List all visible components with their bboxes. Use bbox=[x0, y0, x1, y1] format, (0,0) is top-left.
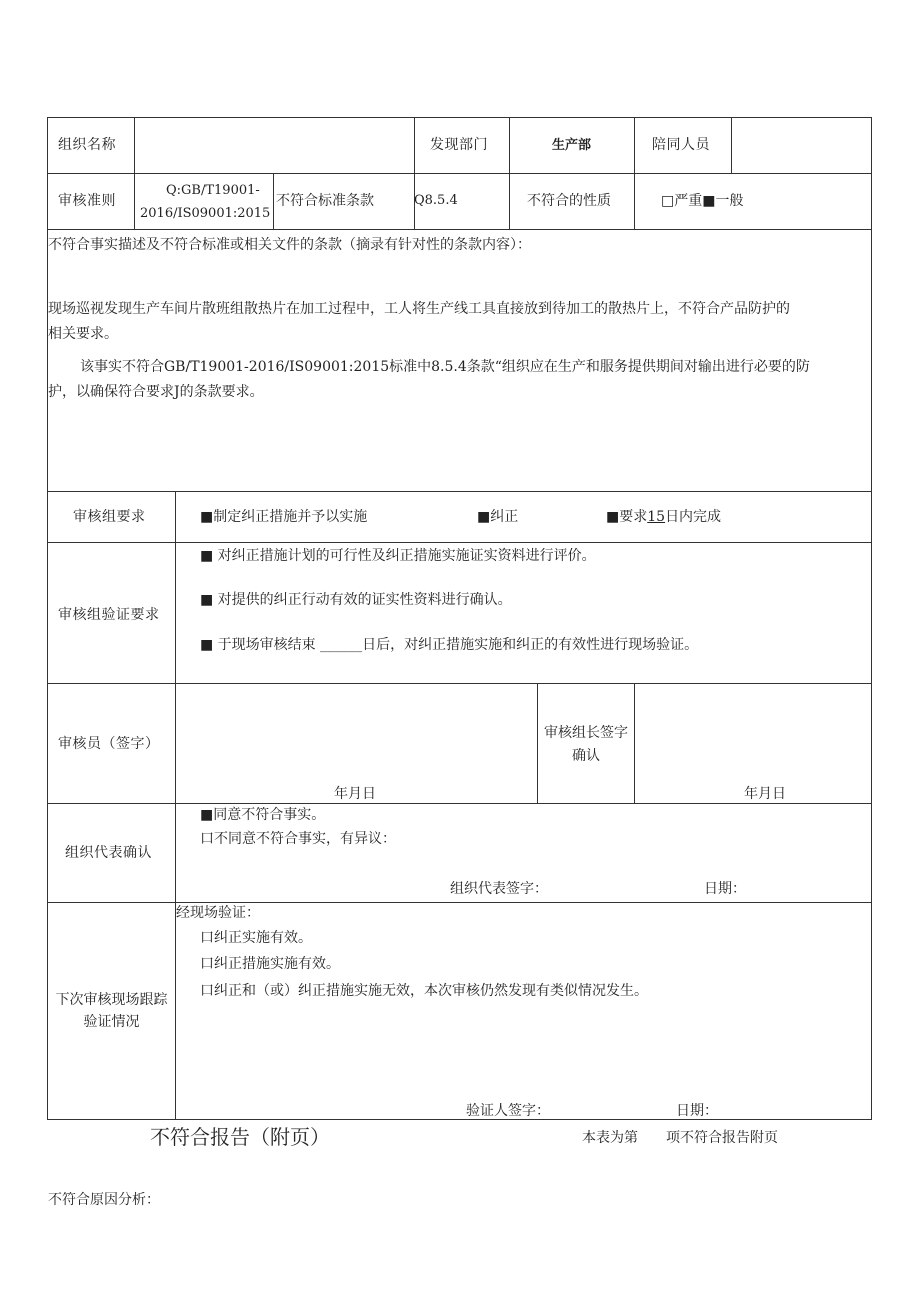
table-right-border bbox=[871, 117, 872, 1120]
verification-item-2[interactable]: ■ 对提供的纠正行动有效的证实性资料进行确认。 bbox=[200, 592, 512, 608]
audit-requirement-label: 审核组要求 bbox=[73, 509, 146, 525]
col-divider bbox=[175, 491, 176, 1120]
team-leader-label-line1: 审核组长签字 bbox=[544, 725, 628, 741]
follow-up-label-line1: 下次审核现场跟踪 bbox=[55, 992, 168, 1008]
nonconformity-nature-label: 不符合的性质 bbox=[527, 193, 611, 209]
description-para2-line2: 护，以确保符合要求J的条款要求。 bbox=[48, 384, 264, 400]
deadline-prefix: ■要求 bbox=[606, 509, 648, 525]
accompany-person-label: 陪同人员 bbox=[652, 137, 710, 153]
org-rep-date-label: 日期： bbox=[704, 881, 746, 897]
verification-item-1[interactable]: ■ 对纠正措施计划的可行性及纠正措施实施证实资料进行评价。 bbox=[200, 548, 596, 564]
correction-effective-checkbox[interactable]: 口纠正实施有效。 bbox=[200, 930, 312, 946]
verification-item-3[interactable]: ■ 于现场审核结束 ______日后，对纠正措施实施和纠正的有效性进行现场验证。 bbox=[200, 637, 699, 653]
description-para1-line2: 相关要求。 bbox=[48, 326, 118, 342]
col-divider bbox=[273, 173, 274, 229]
deadline-suffix: 日内完成 bbox=[665, 509, 722, 525]
description-para1-line1: 现场巡视发现生产车间片散班组散热片在加工过程中，工人将生产线工具直接放到待加工的散热片上，不符合产品防护的 bbox=[48, 301, 790, 317]
follow-up-label-line2: 验证情况 bbox=[83, 1014, 140, 1030]
table-bottom-border bbox=[47, 1119, 872, 1120]
team-leader-signature-label bbox=[538, 726, 634, 763]
col-divider bbox=[634, 683, 635, 803]
org-rep-confirmation-label: 组织代表确认 bbox=[65, 845, 152, 861]
table-left-border bbox=[47, 117, 48, 1120]
verification-requirement-label: 审核组验证要求 bbox=[58, 607, 160, 623]
row-divider bbox=[47, 173, 872, 174]
cause-analysis-label: 不符合原因分析： bbox=[48, 1192, 160, 1208]
table-top-border bbox=[47, 117, 872, 118]
deadline-days[interactable]: 15 bbox=[647, 509, 666, 525]
auditor-signature-date: 年月日 bbox=[334, 786, 376, 802]
row-divider bbox=[47, 683, 872, 684]
auditor-signature-label: 审核员（签字） bbox=[58, 736, 160, 752]
discovery-dept-value: 生产部 bbox=[552, 138, 592, 153]
corrective-action-checkbox[interactable]: ■制定纠正措施并予以实施 bbox=[200, 509, 368, 525]
team-leader-label-line2: 确认 bbox=[572, 748, 600, 764]
row-divider bbox=[47, 229, 872, 230]
appendix-note: 本表为第 项不符合报告附页 bbox=[582, 1130, 778, 1146]
org-rep-signature-label: 组织代表签字： bbox=[450, 881, 548, 897]
description-para2-line1: 该事实不符合GB/T19001-2016/IS09001:2015标准中8.5.4条款“组织应在生产和服务提供期间对输出进行必要的防 bbox=[80, 359, 810, 375]
disagree-checkbox[interactable]: 口不同意不符合事实，有异议： bbox=[200, 831, 396, 847]
follow-up-label bbox=[48, 993, 175, 1029]
col-divider bbox=[634, 117, 635, 229]
field-verification-heading: 经现场验证： bbox=[176, 905, 260, 921]
corrective-action-effective-checkbox[interactable]: 口纠正措施实施有效。 bbox=[200, 956, 340, 972]
appendix-title: 不符合报告（附页） bbox=[150, 1125, 330, 1149]
col-divider bbox=[134, 117, 135, 229]
col-divider bbox=[414, 117, 415, 229]
audit-criteria-line1: Q:GB/T19001- bbox=[166, 183, 260, 198]
audit-criteria-label: 审核准则 bbox=[58, 193, 116, 209]
discovery-dept-label: 发现部门 bbox=[430, 137, 488, 153]
correction-checkbox[interactable]: ■纠正 bbox=[477, 509, 519, 525]
audit-criteria-line2: 2016/IS09001:2015 bbox=[140, 206, 271, 221]
row-divider bbox=[47, 902, 872, 903]
row-divider bbox=[47, 491, 872, 492]
deadline-requirement[interactable] bbox=[606, 510, 721, 524]
col-divider bbox=[731, 117, 732, 173]
team-leader-signature-date: 年月日 bbox=[744, 786, 786, 802]
agree-checkbox[interactable]: ■同意不符合事实。 bbox=[200, 807, 326, 823]
row-divider bbox=[47, 542, 872, 543]
nonconformity-clause-value: Q8.5.4 bbox=[414, 193, 458, 208]
ineffective-checkbox[interactable]: 口纠正和（或）纠正措施实施无效，本次审核仍然发现有类似情况发生。 bbox=[200, 983, 648, 999]
nonconformity-clause-label: 不符合标准条款 bbox=[276, 193, 374, 209]
nonconformity-nature-options[interactable]: □严重■一般 bbox=[661, 193, 744, 209]
verifier-date-label: 日期： bbox=[676, 1103, 718, 1119]
col-divider bbox=[509, 117, 510, 229]
row-divider bbox=[47, 803, 872, 804]
verifier-signature-label: 验证人签字： bbox=[466, 1103, 550, 1119]
org-name-label: 组织名称 bbox=[58, 137, 116, 153]
description-heading: 不符合事实描述及不符合标准或相关文件的条款（摘录有针对性的条款内容）： bbox=[48, 237, 531, 253]
